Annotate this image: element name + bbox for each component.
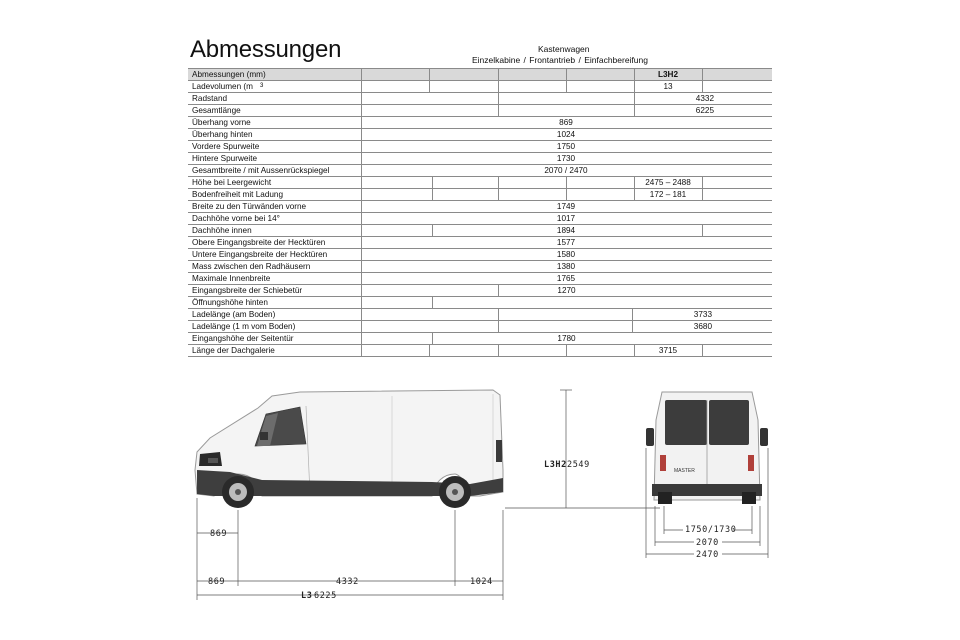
row-label: Maximale Innenbreite <box>192 274 271 283</box>
rear-badge: MASTER <box>674 468 695 474</box>
track-value: 1750/1730 <box>685 525 737 535</box>
height-label: L3H2 <box>544 460 567 470</box>
row-label: Radstand <box>192 94 228 103</box>
row-value: 3680 <box>693 322 712 331</box>
height-value: 2549 <box>567 460 590 470</box>
row-label: Obere Eingangsbreite der Hecktüren <box>192 238 326 247</box>
row-label: Hintere Spurweite <box>192 154 258 163</box>
vehicle-config: Einzelkabine / Frontantrieb / Einfachbereifung <box>472 55 648 65</box>
row-label: Dachhöhe innen <box>192 226 252 235</box>
overhang-rear-value: 1024 <box>470 577 493 587</box>
row-label: Dachhöhe vorne bei 14° <box>192 214 280 223</box>
row-value: 1270 <box>557 286 576 295</box>
row-value: 2070 / 2470 <box>544 166 588 175</box>
row-value: 3733 <box>693 310 712 319</box>
row-label: Öffnungshöhe hinten <box>192 298 268 307</box>
row-label: Mass zwischen den Radhäusern <box>192 262 311 271</box>
row-label: Höhe bei Leergewicht <box>192 178 272 187</box>
row-value: 1749 <box>556 202 576 211</box>
width-mirrors-value: 2470 <box>696 550 719 560</box>
row-value: 4332 <box>695 94 714 103</box>
row-value: 1730 <box>556 154 576 163</box>
row-value: 1780 <box>557 334 576 343</box>
row-value: 3715 <box>658 346 678 355</box>
row-value: 1577 <box>556 238 576 247</box>
row-label: Ladelänge (am Boden) <box>192 310 276 319</box>
row-label: Bodenfreiheit mit Ladung <box>192 190 284 199</box>
row-label: Ladevolumen (m <box>192 82 253 91</box>
length-label: L3 <box>301 591 313 601</box>
row-value: 172 – 181 <box>649 190 687 199</box>
row-value: 13 <box>663 82 673 91</box>
row-value: 1017 <box>556 214 576 223</box>
row-label: Überhang vorne <box>192 118 251 127</box>
row-label: Gesamtlänge <box>192 106 241 115</box>
superscript-3: 3 <box>260 83 264 89</box>
row-label: Überhang hinten <box>192 130 253 139</box>
row-label: Eingangsbreite der Schiebetür <box>192 286 303 295</box>
row-value: 869 <box>559 118 573 127</box>
row-label: Länge der Dachgalerie <box>192 346 275 355</box>
width-value: 2070 <box>696 538 719 548</box>
row-value: 1765 <box>556 274 576 283</box>
height-dimension <box>505 390 660 508</box>
row-value: 2475 – 2488 <box>645 178 691 187</box>
table-header-value: L3H2 <box>657 70 679 79</box>
page-title: Abmessungen <box>190 36 342 63</box>
wheelbase-value: 4332 <box>336 577 359 587</box>
row-label: Untere Eingangsbreite der Hecktüren <box>192 250 328 259</box>
length-value: 6225 <box>314 591 337 601</box>
row-label: Gesamtbreite / mit Aussenrückspiegel <box>192 166 330 175</box>
row-value: 1024 <box>556 130 576 139</box>
vehicle-type: Kastenwagen <box>538 44 590 54</box>
row-label: Vordere Spurweite <box>192 142 260 151</box>
row-label: Ladelänge (1 m vom Boden) <box>192 322 296 331</box>
overhang-front-bottom: 869 <box>208 577 226 587</box>
row-label: Eingangshöhe der Seitentür <box>192 334 294 343</box>
overhang-front-top: 869 <box>210 529 228 539</box>
van-rear-view <box>646 392 768 504</box>
row-value: 1894 <box>556 226 576 235</box>
row-value: 1380 <box>556 262 576 271</box>
row-value: 1750 <box>556 142 576 151</box>
van-side-view <box>195 390 503 508</box>
table-header-label: Abmessungen (mm) <box>192 70 266 79</box>
row-value: 1580 <box>556 250 576 259</box>
row-value: 6225 <box>695 106 714 115</box>
row-label: Breite zu den Türwänden vorne <box>192 202 307 211</box>
